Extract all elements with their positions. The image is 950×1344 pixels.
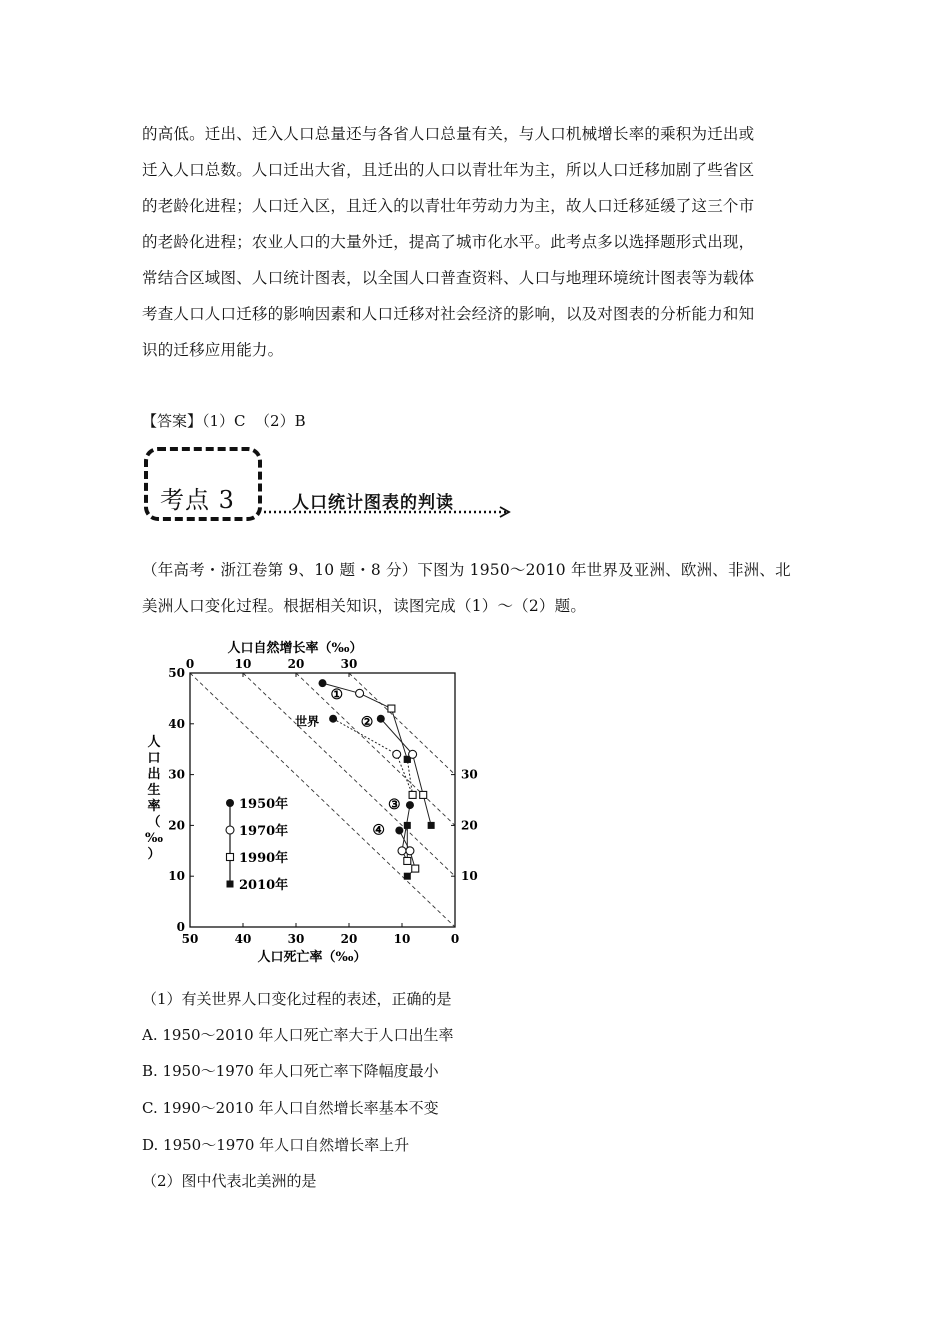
series-label: 世界 — [295, 714, 320, 729]
iso-growth-line — [296, 673, 455, 825]
paragraph-continued — [142, 116, 818, 368]
y-axis-label-char: ‰ — [144, 831, 164, 846]
y-axis-label-char: ） — [147, 847, 161, 862]
x-tick-label: 0 — [450, 932, 460, 946]
data-point — [404, 822, 411, 829]
x-tick-label: 20 — [340, 932, 358, 946]
kaodian-label: 考点 3 — [160, 486, 235, 514]
y-tick-label: 40 — [168, 716, 185, 731]
text-line: （年高考・浙江卷第 9、10 题・8 分）下图为 1950～2010 年世界及亚洲、欧洲、非洲、北 — [142, 561, 791, 579]
data-point — [404, 857, 411, 864]
data-point — [404, 873, 411, 880]
iso-growth-line — [243, 673, 455, 876]
text-line: 常结合区域图、人口统计图表，以全国人口普查资料、人口与地理环境统计图表等为载体 — [142, 269, 755, 287]
data-point — [406, 847, 414, 855]
y-tick-label: 20 — [168, 818, 185, 833]
option-d: D. 1950～1970 年人口自然增长率上升 — [142, 1136, 410, 1154]
y-axis-label-char: 口 — [147, 751, 161, 766]
question-1: （1）有关世界人口变化过程的表述，正确的是 — [142, 990, 452, 1008]
text-line: 考查人口人口迁移的影响因素和人口迁移对社会经济的影响，以及对图表的分析能力和知 — [142, 305, 755, 323]
legend-label: 1990年 — [239, 851, 289, 866]
y-tick-label: 30 — [168, 767, 185, 782]
y-axis-label — [145, 735, 163, 862]
text-line: 的老龄化进程；农业人口的大量外迁，提高了城市化水平。此考点多以选择题形式出现， — [142, 233, 755, 251]
top-tick-label: 20 — [287, 657, 305, 671]
data-point — [329, 715, 337, 723]
data-point — [319, 679, 327, 687]
data-point — [420, 791, 427, 798]
y-tick-label: 50 — [168, 666, 185, 680]
kaodian-title: 人口统计图表的判读 — [292, 493, 454, 513]
legend-marker — [226, 826, 234, 834]
option-c: C. 1990～2010 年人口自然增长率基本不变 — [142, 1099, 439, 1117]
x-axis-label: 人口死亡率（‰） — [257, 950, 367, 965]
option-b: B. 1950～1970 年人口死亡率下降幅度最小 — [142, 1062, 439, 1080]
data-point — [393, 750, 401, 758]
text-line: 的高低。迁出、迁入人口总量还与各省人口总量有关，与人口机械增长率的乘积为迁出或 — [142, 125, 755, 143]
legend-label: 1950年 — [239, 797, 289, 812]
question-intro — [142, 552, 818, 624]
y-axis-label-char: 人 — [147, 735, 161, 750]
text-line: 迁入人口总数。人口迁出大省，且迁出的人口以青壮年为主，所以人口迁移加剧了些省区 — [142, 161, 755, 179]
y-axis-label-char: 出 — [147, 767, 161, 782]
series-label: ④ — [372, 822, 385, 839]
option-a: A. 1950～2010 年人口死亡率大于人口出生率 — [142, 1026, 454, 1044]
x-tick-label: 50 — [181, 932, 199, 946]
data-point — [377, 715, 385, 723]
data-point — [388, 705, 395, 712]
legend-marker — [227, 881, 234, 888]
legend-label: 2010年 — [239, 878, 289, 893]
data-point — [409, 750, 417, 758]
text-line: 美洲人口变化过程。根据相关知识，读图完成（1）～（2）题。 — [142, 597, 587, 615]
series-label: ③ — [387, 797, 401, 814]
series-label: ① — [330, 687, 344, 704]
right-tick-label: 20 — [461, 818, 478, 833]
top-axis-label: 人口自然增长率（‰） — [227, 641, 363, 656]
answer-line: 【答案】（1）C （2）B — [142, 412, 306, 430]
population-chart — [140, 636, 480, 966]
x-tick-label: 10 — [393, 932, 411, 946]
series-label: ② — [360, 714, 374, 731]
right-tick-label: 10 — [461, 869, 478, 884]
data-point — [406, 801, 414, 809]
top-tick-label: 0 — [185, 657, 195, 671]
legend-label: 1970年 — [239, 824, 289, 839]
text-line: 识的迁移应用能力。 — [142, 341, 284, 359]
data-point — [395, 826, 403, 834]
data-point — [412, 865, 419, 872]
y-axis-label-char: （ — [147, 815, 161, 830]
legend-marker — [226, 799, 234, 807]
right-tick-label: 30 — [461, 767, 478, 782]
question-2: （2）图中代表北美洲的是 — [142, 1172, 317, 1190]
top-tick-label: 30 — [340, 657, 358, 671]
data-point — [356, 689, 364, 697]
y-axis-label-char: 生 — [147, 783, 161, 798]
data-point — [428, 822, 435, 829]
x-tick-label: 40 — [234, 932, 252, 946]
data-point — [409, 791, 416, 798]
text-line: 的老龄化进程；人口迁入区，且迁入的以青壮年劳动力为主，故人口迁移延缓了这三个市 — [142, 197, 755, 215]
legend-marker — [227, 854, 234, 861]
x-tick-label: 30 — [287, 932, 305, 946]
y-tick-label: 10 — [168, 869, 185, 884]
y-axis-label-char: 率 — [147, 799, 161, 814]
top-tick-label: 10 — [234, 657, 252, 671]
data-point — [398, 847, 406, 855]
y-tick-label: 0 — [176, 920, 185, 934]
